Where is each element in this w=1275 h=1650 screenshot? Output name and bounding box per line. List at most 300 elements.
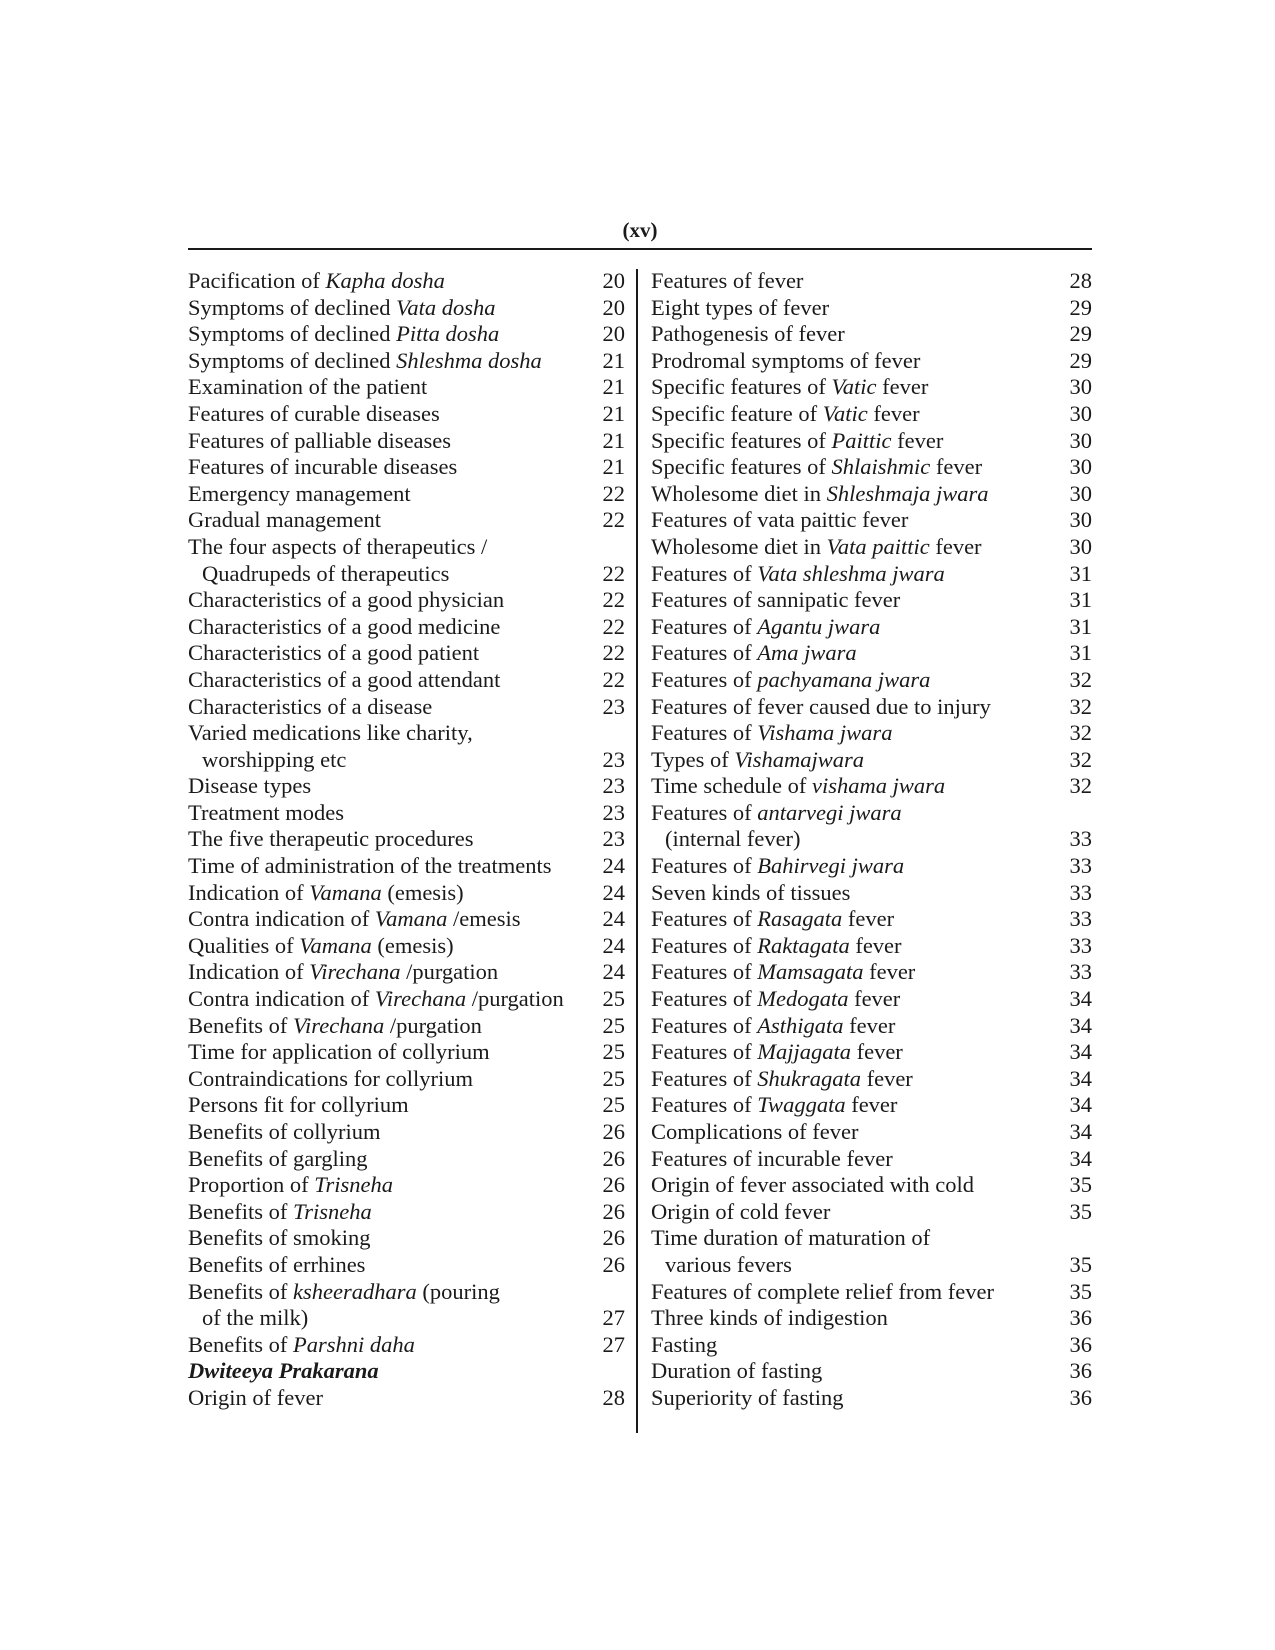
toc-entry-text: Types of [651, 746, 735, 772]
toc-page-number: 26 [602, 1198, 625, 1224]
toc-entry-text: Indication of [188, 959, 310, 985]
toc-page-number: 26 [602, 1119, 625, 1144]
toc-entry-title [188, 295, 625, 322]
toc-page-number: 24 [602, 853, 625, 879]
toc-page-number: 26 [602, 1225, 625, 1251]
toc-page-number: 30 [1069, 480, 1092, 506]
toc-page-number: 33 [1069, 932, 1092, 958]
toc-entry-title [651, 1225, 1092, 1252]
toc-entry [188, 1199, 625, 1226]
toc-page-number: 28 [1069, 268, 1092, 293]
toc-entry-continuation [651, 826, 1092, 853]
toc-entry-title [651, 1332, 1092, 1359]
toc-entry-text: Benefits of gargling [188, 1145, 368, 1171]
toc-entry-title [651, 1279, 1092, 1306]
toc-entry [651, 348, 1092, 375]
toc-page-number: 34 [1069, 1145, 1092, 1171]
toc-page-number: 34 [1069, 1065, 1092, 1091]
toc-entry-title [188, 1385, 625, 1412]
toc-entry-text: Seven kinds of tissues [651, 879, 851, 905]
toc-entry-title [651, 667, 1092, 694]
toc-entry-title [188, 720, 625, 747]
toc-entry-text: Persons fit for collyrium [188, 1092, 409, 1118]
toc-page-number: 29 [1069, 347, 1092, 373]
toc-entry [188, 959, 625, 986]
toc-entry-title [188, 1358, 625, 1385]
toc-entry-italic-text: Pitta dosha [396, 321, 500, 347]
toc-entry [188, 933, 625, 960]
toc-entry-title [651, 800, 1092, 827]
toc-page-number: 25 [602, 1065, 625, 1091]
toc-page-number: 26 [602, 1251, 625, 1277]
toc-entry [651, 1305, 1092, 1332]
toc-entry-title [651, 295, 1092, 322]
toc-entry-text: Disease types [188, 773, 312, 799]
toc-entry-italic-text: Vata shleshma jwara [757, 560, 945, 586]
toc-entry-text: Features of fever [651, 268, 804, 293]
toc-entry-title [651, 481, 1092, 508]
toc-entry-title [188, 1119, 625, 1146]
toc-entry-text: Symptoms of declined [188, 347, 397, 373]
toc-entry [651, 906, 1092, 933]
toc-page-number: 27 [602, 1331, 625, 1357]
toc-entry-italic-text: Asthigata [757, 1012, 844, 1038]
toc-page-number: 23 [602, 799, 625, 825]
toc-entry-text: Features of complete relief from fever [651, 1278, 994, 1304]
toc-entry-italic-text: Virechana [309, 959, 401, 985]
toc-entry-title [188, 1172, 625, 1199]
toc-entry-continuation [188, 561, 625, 588]
toc-entry-title [651, 853, 1092, 880]
toc-entry-text: Features of [651, 720, 758, 746]
toc-entry-title [188, 454, 625, 481]
toc-entry-italic-text: ksheeradhara [292, 1278, 417, 1304]
toc-entry [651, 1332, 1092, 1359]
toc-page-number: 31 [1069, 640, 1092, 666]
toc-entry [188, 534, 625, 587]
toc-entry-text: Gradual management [188, 507, 382, 533]
toc-entry-text: Benefits of [188, 1012, 293, 1038]
toc-entry-italic-text: Rasagata [757, 906, 843, 932]
toc-entry-italic-text: Parshni daha [292, 1331, 415, 1357]
toc-entry-title [188, 614, 625, 641]
toc-entry [651, 401, 1092, 428]
toc-page-number: 26 [602, 1172, 625, 1198]
toc-entry-text: Origin of fever [188, 1384, 323, 1410]
toc-entry-text: fever [860, 1065, 913, 1091]
toc-entry-title [188, 853, 625, 880]
toc-page-number: 32 [1069, 720, 1092, 746]
toc-entry-text: Features of vata paittic fever [651, 507, 909, 533]
toc-entry-text: Complications of fever [651, 1119, 859, 1144]
toc-page-number: 21 [602, 454, 625, 480]
toc-entry-title [651, 321, 1092, 348]
toc-entry-title [651, 428, 1092, 455]
toc-entry-text: Origin of cold fever [651, 1198, 831, 1224]
toc-entry-text: Time schedule of [651, 773, 813, 799]
toc-entry-title [651, 454, 1092, 481]
toc-entry-text: /purgation [400, 959, 499, 985]
toc-entry [651, 1146, 1092, 1173]
toc-entry-title [651, 1013, 1092, 1040]
toc-page-number: 33 [1069, 879, 1092, 905]
toc-page-number: 25 [602, 1039, 625, 1065]
toc-entry [188, 295, 625, 322]
toc-entry [188, 1146, 625, 1173]
toc-entry-title [188, 348, 625, 375]
toc-entry-text: fever [929, 533, 982, 559]
toc-entry-text: fever [849, 932, 902, 958]
toc-entry-text: Features of [651, 640, 758, 666]
toc-entry-italic-text: Vamana [299, 932, 372, 958]
toc-entry [188, 401, 625, 428]
toc-page-number: 33 [1069, 853, 1092, 879]
toc-entry [651, 534, 1092, 561]
toc-page-number: 30 [1069, 400, 1092, 426]
toc-entry-text: /purgation [384, 1012, 482, 1038]
toc-entry-title [188, 587, 625, 614]
toc-entry-text: Specific features of [651, 374, 832, 400]
toc-page-number: 23 [602, 773, 625, 799]
toc-entry-italic-text: Medogata [757, 986, 849, 1012]
toc-entry-text: Contraindications for collyrium [188, 1065, 473, 1091]
toc-entry-title [651, 1385, 1092, 1412]
toc-page-number: 24 [602, 906, 625, 932]
toc-entry-title [651, 401, 1092, 428]
toc-page-number: 35 [1069, 1172, 1092, 1198]
toc-entry [651, 374, 1092, 401]
toc-entry-title [188, 507, 625, 534]
toc-entry [651, 454, 1092, 481]
toc-entry-text: The five therapeutic procedures [188, 826, 474, 852]
toc-entry-text: Indication of [188, 879, 310, 905]
toc-entry-text: Benefits of errhines [188, 1251, 366, 1277]
toc-entry-title [651, 694, 1092, 721]
toc-entry-italic-text: vishama jwara [812, 773, 946, 799]
toc-page-number: 30 [1069, 427, 1092, 453]
toc-entry-title [188, 694, 625, 721]
toc-entry-title [651, 773, 1092, 800]
toc-page-number: 22 [602, 480, 625, 506]
toc-entry-text: Wholesome diet in [651, 480, 827, 506]
toc-entry [651, 587, 1092, 614]
toc-entry-text: Pathogenesis of fever [651, 321, 845, 347]
toc-entry-text: Features of [651, 959, 758, 985]
toc-entry [188, 720, 625, 773]
toc-entry-italic-text: Mamsagata [757, 959, 864, 985]
toc-page-number: 32 [1069, 746, 1092, 772]
toc-page-number: 36 [1069, 1305, 1092, 1331]
toc-entry-text: Quadrupeds of therapeutics [202, 560, 450, 586]
toc-entry-text: /emesis [447, 906, 521, 932]
toc-entry-title [188, 1066, 625, 1093]
toc-entry-title [188, 933, 625, 960]
toc-entry-title [188, 428, 625, 455]
toc-page-number: 22 [602, 666, 625, 692]
column-divider [636, 269, 638, 1433]
toc-entry [651, 986, 1092, 1013]
header-rule [188, 248, 1092, 250]
toc-entry-text: Eight types of fever [651, 294, 830, 320]
toc-entry-title [651, 534, 1092, 561]
toc-entry [651, 853, 1092, 880]
toc-page-number: 21 [602, 427, 625, 453]
toc-entry-title [651, 614, 1092, 641]
toc-entry-text: Time for application of collyrium [188, 1039, 490, 1065]
toc-entry-text: Features of incurable fever [651, 1145, 893, 1171]
toc-entry-italic-text: pachyamana jwara [757, 666, 931, 692]
toc-page-number: 24 [602, 932, 625, 958]
toc-entry-text: Specific features of [651, 454, 832, 480]
toc-entry-text: fever [867, 400, 920, 426]
toc-page-number: 33 [1069, 906, 1092, 932]
toc-entry-text: Specific feature of [651, 400, 823, 426]
toc-entry [651, 933, 1092, 960]
toc-entry [651, 1172, 1092, 1199]
toc-entry-title [188, 321, 625, 348]
toc-entry-title [651, 880, 1092, 907]
toc-page-number: 29 [1069, 321, 1092, 347]
toc-entry-text: Features of sannipatic fever [651, 587, 901, 613]
toc-page-number: 22 [602, 640, 625, 666]
toc-entry-title [188, 1092, 625, 1119]
toc-entry [188, 428, 625, 455]
toc-page-number: 31 [1069, 587, 1092, 613]
toc-entry [188, 1279, 625, 1332]
toc-entry [188, 773, 625, 800]
toc-entry-italic-text: Vatic [831, 374, 877, 400]
toc-entry-title [651, 906, 1092, 933]
toc-entry-title [188, 959, 625, 986]
toc-entry [651, 959, 1092, 986]
toc-entry-text: Characteristics of a disease [188, 693, 433, 719]
toc-entry [651, 640, 1092, 667]
toc-entry [651, 507, 1092, 534]
toc-entry-text: Benefits of [188, 1278, 293, 1304]
toc-entry-title [188, 401, 625, 428]
toc-entry-title [651, 1199, 1092, 1226]
toc-entry-text: Features of [651, 666, 758, 692]
toc-entry-text: fever [850, 1039, 903, 1065]
toc-entry [188, 826, 625, 853]
toc-entry-title [651, 1305, 1092, 1332]
toc-entry-title [651, 1066, 1092, 1093]
toc-entry-title [651, 747, 1092, 774]
toc-entry [188, 880, 625, 907]
toc-entry-text: (pouring [416, 1278, 500, 1304]
toc-entry-continuation [651, 1252, 1092, 1279]
toc-entry-italic-text: Agantu jwara [757, 613, 881, 639]
toc-entry-italic-text: antarvegi jwara [757, 799, 902, 825]
toc-entry-italic-text: Virechana [292, 1012, 385, 1038]
toc-entry-title [188, 1279, 625, 1306]
toc-page-number: 28 [602, 1384, 625, 1410]
toc-entry-text: Benefits of [188, 1331, 293, 1357]
toc-page-number: 25 [602, 1092, 625, 1118]
toc-entry-title [651, 507, 1092, 534]
toc-entry-italic-text: Shlaishmic [831, 454, 931, 480]
toc-entry-title [188, 534, 625, 561]
toc-entry-title [188, 986, 625, 1013]
toc-entry-title [651, 374, 1092, 401]
toc-page-number: 20 [602, 321, 625, 347]
toc-page-number: 36 [1069, 1384, 1092, 1410]
toc-entry-text: Features of [651, 799, 758, 825]
toc-entry-italic-text: Bahirvegi jwara [757, 853, 905, 879]
toc-entry-text: Features of [651, 932, 758, 958]
toc-page-number: 30 [1069, 533, 1092, 559]
toc-entry-title [188, 1146, 625, 1173]
toc-entry-italic-text: Vatic [822, 400, 868, 426]
toc-entry-text: (internal fever) [665, 826, 801, 852]
toc-entry [188, 268, 625, 295]
toc-entry-text: Varied medications like charity, [188, 720, 473, 746]
toc-left-column [188, 268, 625, 1412]
toc-right-column [651, 268, 1092, 1412]
toc-entry-text: Characteristics of a good attendant [188, 666, 501, 692]
toc-entry-title [651, 268, 1092, 295]
toc-page-number: 30 [1069, 374, 1092, 400]
toc-entry-title [651, 1172, 1092, 1199]
toc-entry-text: Specific features of [651, 427, 832, 453]
toc-entry [651, 1199, 1092, 1226]
toc-entry [651, 800, 1092, 853]
toc-entry [651, 773, 1092, 800]
toc-entry-text: Dwiteeya Prakarana [188, 1358, 379, 1384]
toc-page-number: 22 [602, 587, 625, 613]
toc-entry-text: Features of [651, 613, 758, 639]
toc-page-number: 32 [1069, 773, 1092, 799]
toc-entry [651, 667, 1092, 694]
toc-page-number: 23 [602, 826, 625, 852]
toc-entry-text: Examination of the patient [188, 374, 428, 400]
toc-entry-title [188, 906, 625, 933]
toc-page-number: 20 [602, 268, 625, 293]
toc-entry-italic-text: Vata paittic [826, 533, 930, 559]
toc-entry [188, 800, 625, 827]
toc-page-number: 32 [1069, 666, 1092, 692]
toc-page-number: 34 [1069, 986, 1092, 1012]
toc-entry-text: Time duration of maturation of [651, 1225, 931, 1251]
toc-page-number: 23 [602, 746, 625, 772]
toc-entry-text: fever [876, 374, 929, 400]
toc-page-number: 21 [602, 374, 625, 400]
toc-page-number: 34 [1069, 1119, 1092, 1144]
toc-page-number: 22 [602, 507, 625, 533]
toc-page-number: 36 [1069, 1358, 1092, 1384]
toc-entry [188, 587, 625, 614]
toc-entry [188, 481, 625, 508]
toc-page-number: 22 [602, 560, 625, 586]
toc-entry-italic-text: Trisneha [314, 1172, 394, 1198]
toc-page-number: 33 [1069, 959, 1092, 985]
toc-entry-text: Benefits of [188, 1198, 293, 1224]
toc-entry-text: Characteristics of a good medicine [188, 613, 501, 639]
toc-entry [188, 1092, 625, 1119]
toc-entry [188, 1172, 625, 1199]
toc-page-number: 22 [602, 613, 625, 639]
toc-entry-italic-text: Shukragata [757, 1065, 861, 1091]
toc-entry-continuation [188, 747, 625, 774]
toc-entry-continuation [188, 1305, 625, 1332]
toc-page-number: 31 [1069, 613, 1092, 639]
toc-entry-text: fever [930, 454, 983, 480]
toc-entry-text: fever [848, 986, 901, 1012]
toc-entry-title [651, 640, 1092, 667]
toc-entry-text: Characteristics of a good patient [188, 640, 480, 666]
toc-entry-text: Time of administration of the treatments [188, 853, 552, 879]
toc-page-number: 34 [1069, 1039, 1092, 1065]
toc-entry-title [651, 1039, 1092, 1066]
toc-entry-italic-text: Vamana [309, 879, 382, 905]
toc-entry-title [188, 800, 625, 827]
toc-entry [188, 694, 625, 721]
toc-entry-text: Features of [651, 1092, 758, 1118]
toc-entry-text: Features of [651, 906, 758, 932]
toc-entry-italic-text: Twaggata [757, 1092, 846, 1118]
toc-entry [188, 507, 625, 534]
toc-entry [188, 1385, 625, 1412]
toc-entry [651, 481, 1092, 508]
toc-entry-title [188, 1039, 625, 1066]
toc-page-number: 21 [602, 347, 625, 373]
toc-page-number: 29 [1069, 294, 1092, 320]
toc-entry-text: fever [843, 1012, 896, 1038]
toc-entry [651, 747, 1092, 774]
toc-entry [188, 1358, 625, 1385]
toc-entry-text: various fevers [665, 1251, 792, 1277]
toc-entry [188, 1013, 625, 1040]
toc-entry-title [651, 587, 1092, 614]
toc-entry-text: Features of [651, 1065, 758, 1091]
toc-entry [188, 1119, 625, 1146]
toc-entry [651, 694, 1092, 721]
toc-entry-title [188, 1332, 625, 1359]
toc-entry [188, 1252, 625, 1279]
toc-entry-text: fever [842, 906, 895, 932]
toc-entry-text: Proportion of [188, 1172, 315, 1198]
toc-entry-text: Qualities of [188, 932, 300, 958]
toc-entry-title [188, 826, 625, 853]
toc-page-number: 33 [1069, 826, 1092, 852]
toc-entry-text: Features of curable diseases [188, 400, 440, 426]
toc-entry-text: Features of [651, 560, 758, 586]
toc-entry-text: Features of [651, 1039, 758, 1065]
toc-entry-text: fever [845, 1092, 898, 1118]
toc-entry-title [188, 1225, 625, 1252]
toc-entry-text: fever [891, 427, 944, 453]
toc-entry-text: Symptoms of declined [188, 321, 397, 347]
toc-entry-title [188, 1199, 625, 1226]
toc-page-number: 25 [602, 986, 625, 1012]
toc-entry [651, 1039, 1092, 1066]
toc-entry-italic-text: Kapha dosha [325, 268, 445, 293]
toc-entry-italic-text: Vishama jwara [757, 720, 893, 746]
toc-entry [188, 986, 625, 1013]
toc-page-number: 26 [602, 1145, 625, 1171]
toc-entry-text: Features of incurable diseases [188, 454, 458, 480]
toc-entry [651, 614, 1092, 641]
toc-entry-title [651, 933, 1092, 960]
toc-entry [188, 321, 625, 348]
toc-entry-italic-text: Paittic [831, 427, 892, 453]
toc-entry-title [188, 1013, 625, 1040]
toc-entry-italic-text: Vishamajwara [734, 746, 865, 772]
toc-entry-text: Emergency management [188, 480, 411, 506]
toc-entry-text: Three kinds of indigestion [651, 1305, 888, 1331]
toc-entry-text: Features of [651, 1012, 758, 1038]
toc-page-number: 20 [602, 294, 625, 320]
